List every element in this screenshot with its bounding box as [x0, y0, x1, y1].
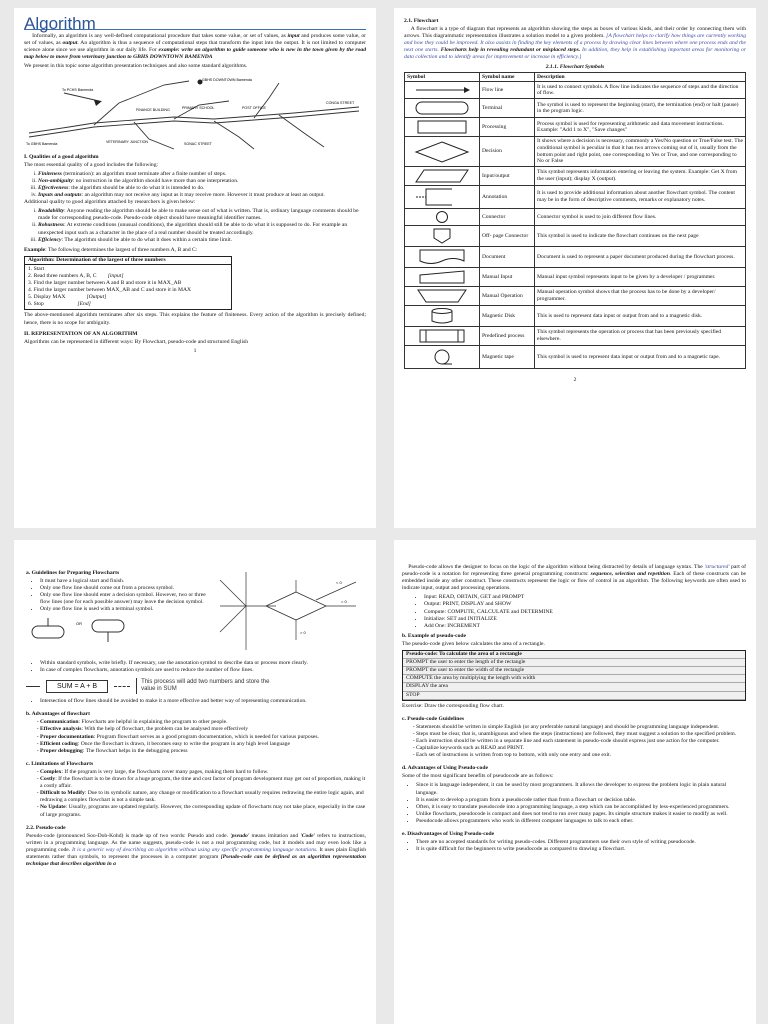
symbol-cell — [405, 287, 480, 306]
symbol-name: Connector — [480, 209, 535, 226]
algorithm-step: 2. Read three numbers A, B, C [input] — [28, 272, 124, 279]
table-row — [405, 209, 746, 226]
list-item: • It is easier to develop a program from a pseudocode rather than from a flowchart or decision table. — [416, 797, 746, 804]
list-item: - Proper documentation: Program flowchart serves as a good program documentation, which is needed for various purposes. — [40, 734, 366, 741]
symbol-name: Magnetic Disk — [480, 306, 535, 327]
limitations-list — [26, 769, 366, 819]
column-header: Symbol — [405, 72, 480, 82]
list-item: • It must have a logical start and finish. — [40, 578, 210, 585]
list-item: • Unlike flowcharts, pseudocode is compact and does not tend to run over many pages. Its simple structure makes it easier to modify as well. — [416, 811, 746, 818]
symbol-description: It shows where a decision is necessary, commonly a Yes/No question or True/False test. The conditional symbol is peculiar in that it has two arrows coming out of it, usually from the bottom point and right point, one corresponding to Yes or True, and one corresponding to No or False — [535, 137, 746, 167]
list-item: • Only one flow line should enter a decision symbol. However, two or three flow lines (one for each possible answer) may leave the decision symbol. — [40, 592, 210, 606]
list-item: iii. Efficiency: The algorithm should be able to do what it does within a certain time limit. — [38, 237, 366, 244]
list-item: - Proper debugging: The flowchart helps in the debugging process — [40, 748, 366, 755]
qualities-list — [24, 171, 366, 199]
symbol-name: Magnetic tape — [480, 346, 535, 369]
pseudo-disadvantages-heading: e. Disadvantages of Using Pseudo-code — [402, 831, 495, 837]
list-item: • Initialize: SET and INITIALIZE — [424, 616, 746, 623]
list-item: ii. Non-ambiguity: no instruction in the algorithm should have more than one interpretation. — [38, 178, 366, 185]
symbol-name: Terminal — [480, 99, 535, 118]
terminal-or-figure — [26, 616, 146, 644]
table-row — [405, 99, 746, 118]
symbol-cell — [405, 167, 480, 186]
sum-process-box: SUM = A + B — [46, 680, 108, 693]
decision-label: = 0 — [341, 599, 348, 604]
pseudo-advantages-list — [402, 782, 746, 825]
symbol-cell — [405, 209, 480, 226]
pseudo-code-line: PROMPT the user to enter the width of the rectangle — [403, 667, 745, 675]
list-item: • Output: PRINT, DISPLAY and SHOW — [424, 601, 746, 608]
symbol-cell — [405, 186, 480, 209]
symbol-description: It is used to connect symbols. A flow line indicates the sequence of steps and the direction of flow. — [535, 82, 746, 99]
list-item: i. Readability: Anyone reading the algorithm should be able to make sense out of what is written. That is, ordinary language comments should be made for corresponding pseudo-code. Pseudo-code object should have meaningful identifier names. — [38, 208, 366, 222]
off-page-connector-icon — [412, 227, 472, 245]
guidelines-list-2 — [26, 660, 366, 674]
table-row — [405, 118, 746, 137]
flowchart-symbols-table — [404, 72, 746, 370]
arrow-icon — [412, 83, 472, 97]
symbol-name: Predefined process — [480, 327, 535, 346]
algorithm-box — [24, 256, 232, 311]
guidelines-text — [26, 570, 210, 660]
flow-line — [26, 686, 40, 687]
sum-annotation: This process will add two numbers and store the value in SUM — [136, 678, 285, 694]
page-1 — [14, 8, 376, 528]
algorithm-step: 1. Start — [28, 265, 45, 272]
manual-input-icon — [412, 269, 472, 285]
map-label: FINANCE BUILDING — [136, 107, 170, 112]
decision-icon — [412, 140, 472, 164]
list-item: • It is quite difficult for the beginners to write pseudocode as compared to drawing a flowchart. — [416, 846, 746, 853]
qualities-intro: The most essential quality of a good includes the following: — [24, 161, 159, 168]
map-label: VETERINARY JUNCTION — [106, 139, 148, 144]
table-row — [405, 346, 746, 369]
table-row — [405, 82, 746, 99]
guidelines-block — [26, 570, 366, 660]
list-item: - No Update: Usually, programs are updated regularly. However, the corresponding update of flowcharts may not take place, especially in the case of large programs. — [40, 804, 366, 818]
column-header: Symbol name — [480, 72, 535, 82]
manual-operation-icon — [412, 288, 472, 304]
list-item: - Difficult to Modify: Due to its symbolic nature, any change or modification to a flowchart usually requires redrawing the entire logic again, and redrawing a complex flowchart is not a simple task. — [40, 790, 366, 804]
symbol-name: Decision — [480, 137, 535, 167]
flowchart-heading: 2.1. Flowchart — [404, 18, 439, 24]
symbol-name: Processing — [480, 118, 535, 137]
representation-heading: II. REPRESENTATION OF AN ALGORITHM — [24, 330, 138, 337]
guidelines-list — [26, 578, 210, 613]
connector-icon — [412, 210, 472, 224]
symbol-name: Flow line — [480, 82, 535, 99]
algorithm-step: 4. Find the larger number between MAX_AB and C and store it in MAX — [28, 287, 192, 294]
exercise: Exercise: Draw the corresponding flow chart. — [402, 702, 504, 709]
list-item: • Input: READ, OBTAIN, GET and PROMPT — [424, 594, 746, 601]
map-label: PRIMARY SCHOOL — [182, 105, 215, 110]
list-item: • Only one flow line should come out from a process symbol. — [40, 585, 210, 592]
table-row — [405, 167, 746, 186]
list-item: • Since it is language independent, it can be used by most programmers. It allows the developer to express the problem logic in plain natural language. — [416, 782, 746, 796]
pseudo-advantages-intro: Some of the most significant benefits of pseudocode are as follows: — [402, 773, 554, 780]
pseudo-code-intro: Pseudo-code (pronounced Soo-Doh-Kohd) is made up of two words: Pseudo and code. 'pseudo' means imitation and 'Code' refers to instructions, written in a programming language. As the name suggests, pseudo-code is not a real programming code, but it models and may even look like a programming code. It is a generic way of describing an algorithm without using any specific programming language notations. It uses plain English statements rather than symbols, to represent the processes in a computer program [Pseudo-code can be defined as an algorithm representation technique that describes algorithm in a — [26, 832, 366, 868]
symbol-description: Document is used to represent a paper document produced during the flowchart process. — [535, 247, 746, 268]
list-item: • Often, it is easy to translate pseudocode into a programming language, a step which can be accomplished by less-experienced programmers. — [416, 804, 746, 811]
sum-example-figure — [26, 678, 366, 694]
advantages-heading: b. Advantages of flowchart — [26, 711, 91, 718]
page-number: 2 — [573, 377, 577, 384]
document-icon — [412, 248, 472, 266]
list-item: i. Finiteness (termination): an algorithm must terminate after a finite number of steps. — [38, 171, 366, 178]
list-item: - Each set of instructions is written from top to bottom, with only one entry and one exit. — [416, 752, 746, 759]
list-item: ii. Robustness: At extreme conditions (unusual conditions), the algorithm should still be able to do what it is supposed to do. For example an unexpected input such as a character in the place of a real number should be treated accordingly. — [38, 222, 366, 236]
symbol-description: It is used to provide additional information about another flowchart symbol. The content may be in the form of descriptive comments, remarks or explanatory notes. — [535, 186, 746, 209]
symbol-cell — [405, 118, 480, 137]
decision-flow-figure — [216, 570, 366, 660]
page-number: 1 — [193, 347, 197, 354]
symbol-description: The symbol is used to represent the beginning (start), the termination (end) or halt (pause) in the program logic. — [535, 99, 746, 118]
pseudo-code-continued: Pseudo-code allows the designer to focus on the logic of the algorithm without being distracted by details of language syntax. The 'structured' part of pseudo-code is a notation for representing three general programming constructs: sequence, selection and repetition. Each of these constructs can be embedded inside any other construct. These constructs represent the logic or flow of control in an algorithm. The following keywords are often used to indicate input, output and processing operations. — [402, 564, 747, 592]
pseudo-guidelines-list — [402, 724, 746, 759]
pseudo-code-line: STOP — [403, 692, 745, 700]
table-row — [405, 306, 746, 327]
list-item: • Only one flow line is used with a terminal symbol. — [40, 606, 210, 613]
list-item: • There are no accepted standards for writing pseudo-codes. Different programmers use their own style of writing pseudocode. — [416, 839, 746, 846]
symbol-cell — [405, 99, 480, 118]
map-label: SONAC STREET — [184, 141, 212, 146]
table-header-row — [405, 72, 746, 82]
extra-qualities-list — [24, 208, 366, 243]
column-header: Description — [535, 72, 746, 82]
symbol-name: Manual Input — [480, 268, 535, 287]
page-title: Algorithm — [24, 20, 366, 30]
decision-label: < 0 — [336, 580, 343, 585]
intro-paragraph: Informally, an algorithm is any well-defined computational procedure that takes some value, or set of values, as input and produces some value, or set of values, as output. An algorithm is thus a sequence of computational steps that transform the input into the output. It is not limited to computer science alone since we use algorithm in our daily life. For example: write an algorithm to guide someone who is new in the town given by the road map below to move from veterinary junction to GBHS DOWNTOWN BAMENDA — [24, 33, 367, 61]
qualities-heading: I. Qualities of a good algorithm — [24, 153, 99, 160]
list-item: - Efficient coding: Once the flowchart is drawn, it becomes easy to write the program in any high level language — [40, 741, 366, 748]
table-row — [405, 268, 746, 287]
algorithm-step: 5. Display MAX [Output] — [28, 294, 107, 301]
list-item: • In case of complex flowcharts, annotation symbols are used to reduce the number of flow lines. — [40, 667, 366, 674]
map-label: GBHS DOWNTOWN Bamenda — [202, 77, 252, 82]
map-label: POST OFFICE — [242, 105, 266, 110]
list-item: iii. Effectiveness: the algorithm should be able to do what it is intended to do. — [38, 185, 366, 192]
annotation-icon — [412, 187, 472, 207]
symbol-description: This symbol is used to represent data input or output from and to a magnetic tape. — [535, 346, 746, 369]
symbol-description: Manual operation symbol shows that the process has to be done by a developer/ programmer. — [535, 287, 746, 306]
advantages-list — [26, 719, 366, 754]
table-row — [405, 247, 746, 268]
symbol-description: This is used to represent data input or output from and to a magnetic disk. — [535, 306, 746, 327]
pseudo-code-line: PROMPT the user to enter the length of the rectangle — [403, 659, 745, 667]
annotation-link — [114, 686, 130, 687]
page-2 — [394, 8, 756, 528]
list-item: - Communication: Flowcharts are helpful in explaining the program to other people. — [40, 719, 366, 726]
map-label: CONGA STREET — [326, 100, 355, 105]
algorithm-step: 3. Find the larger number between A and B and store it in MAX_AB — [28, 280, 182, 287]
keywords-list — [402, 594, 746, 629]
symbol-name: Annotation — [480, 186, 535, 209]
pseudo-guidelines-heading: c. Pseudo-code Guidelines — [402, 715, 464, 722]
magnetic-tape-icon — [412, 347, 472, 367]
symbol-description: This symbol represents information entering or leaving the system. Example: Get X from the user (input); display X (output). — [535, 167, 746, 186]
map-label: To PCHS Bamenda — [62, 87, 94, 92]
symbol-description: This symbol is used to indicate the flowchart continues on the next page — [535, 226, 746, 247]
page-3 — [14, 540, 376, 1024]
pseudo-code-line: DISPLAY the area — [403, 683, 745, 691]
page-4 — [394, 540, 756, 1024]
table-caption: 2.1.1. Flowchart Symbols — [545, 63, 605, 70]
input-output-icon — [412, 168, 472, 184]
list-item: - Capitalize keywords such as READ and PRINT. — [416, 745, 746, 752]
symbol-description: Process symbol is used for representing arithmetic and data movement instructions. Example: "Add 1 to X", "Save changes" — [535, 118, 746, 137]
table-row — [405, 137, 746, 167]
magnetic-disk-icon — [412, 307, 472, 325]
symbol-name: Off- page Connector — [480, 226, 535, 247]
list-item: • Intersection of flow lines should be avoided to make it a more effective and better way of representing communication. — [40, 698, 366, 705]
symbol-cell — [405, 346, 480, 369]
pseudo-code-line: COMPUTE the area by multiplying the length with width — [403, 675, 745, 683]
symbol-description: This symbol represents the operation or process that has been previously specified elsewhere. — [535, 327, 746, 346]
decision-label: > 0 — [300, 630, 307, 635]
symbol-cell — [405, 306, 480, 327]
list-item: - Complex: If the program is very large, the flowcharts cover many pages, making them hard to follow. — [40, 769, 366, 776]
list-item: - Statements should be written in simple English (or any preferable natural language) and should be programming language independent. — [416, 724, 746, 731]
road-map-figure — [24, 73, 366, 151]
list-item: • Pseudocode allows programmers who work in different computer languages to talk to each other. — [416, 818, 746, 825]
limitations-heading: c. Limitations of Flowcharts — [26, 760, 94, 767]
algorithm-step: 6. Stop [End] — [28, 301, 91, 308]
symbol-description: Manual input symbol represents input to be given by a developer / programmer. — [535, 268, 746, 287]
road-map-svg — [24, 73, 364, 151]
list-item: - Steps must be clear, that is, unambiguous and when the steps (instructions) are followed, they must suggest a solution to the specified problem. — [416, 731, 746, 738]
list-item: • Compute: COMPUTE, CALCULATE and DETERMINE — [424, 609, 746, 616]
terminal-icon — [412, 100, 472, 116]
list-item: • Within standard symbols, write briefly. If necessary, use the annotation symbol to describe data or process more clearly. — [40, 660, 366, 667]
predefined-process-icon — [412, 328, 472, 344]
symbol-name: Input/output — [480, 167, 535, 186]
symbol-description: Connector symbol is used to join different flow lines. — [535, 209, 746, 226]
process-icon — [412, 119, 472, 135]
symbol-name: Manual Operation — [480, 287, 535, 306]
example-intro: The pseudo-code given below calculates the area of a rectangle. — [402, 640, 545, 647]
flowchart-intro: A flowchart is a type of diagram that represents an algorithm showing the steps as boxes of various kinds, and their order by connecting them with arrows. This diagrammatic representation illustrates a solution model to a given problem. [A flowchart helps to clarify how things are currently working and how they could be improved. It also assists in finding the key elements of a process by drawing clear lines between where one process ends and the next one starts. Flowcharts help in revealing redundant or misplaced steps. In addition, they help in establishing important areas for monitoring or data collection and to identify areas for improvement or increase in efficiency.] — [404, 26, 747, 61]
example-heading: b. Example of pseudo-code — [402, 632, 467, 639]
table-row — [405, 186, 746, 209]
symbol-cell — [405, 268, 480, 287]
list-item: - Effective analysis: With the help of flowchart, the problem can be analysed more effectively — [40, 726, 366, 733]
intro-present: We present in this topic some algorithm presentation techniques and also some standard algorithms. — [24, 63, 248, 70]
guidelines-list-3 — [26, 698, 366, 705]
pseudo-code-title: Pseudo-code: To calculate the area of a rectangle — [403, 651, 745, 659]
table-row — [405, 226, 746, 247]
example-intro: Example: The following determines the largest of three numbers A, B and C: — [24, 246, 198, 253]
or-label: OR — [76, 620, 82, 626]
symbol-cell — [405, 137, 480, 167]
list-item: iv. Inputs and outputs: an algorithm may not receive any input as it may receive more. However it must produce at least an output. — [38, 192, 366, 199]
list-item: - Each instruction should be written in a separate line and each statement in pseudo-code should express just one action for the computer. — [416, 738, 746, 745]
table-row — [405, 287, 746, 306]
symbol-cell — [405, 327, 480, 346]
pseudo-disadvantages-list — [402, 839, 746, 853]
symbol-cell — [405, 247, 480, 268]
map-label: To GBHS Bamenda — [26, 141, 58, 146]
guidelines-heading: a. Guidelines for Preparing Flowcharts — [26, 570, 120, 576]
after-algorithm: The above-mentioned algorithm terminates after six steps. This explains the feature of finiteness. Every action of the algorithm is precisely defined; hence, there is no scope for ambiguity. — [24, 312, 366, 326]
list-item: • Add One: INCREMENT — [424, 623, 746, 630]
pseudo-code-heading: 2.2. Pseudo-code — [26, 824, 66, 831]
algorithm-box-header: Algorithm: Determination of the largest of three numbers — [25, 257, 231, 265]
additional-qualities-intro: Additional quality to good algorithm attached by researchers is given below: — [24, 199, 196, 206]
table-row — [405, 327, 746, 346]
representation-text: Algorithms can be represented in different ways: By Flowchart, pseudo-code and structured English — [24, 338, 249, 345]
symbol-cell — [405, 226, 480, 247]
list-item: - Costly: If the flowchart is to be drawn for a huge program, the time and cost factor of program development may get out of proportion, making it a costly affair. — [40, 776, 366, 790]
pseudo-code-box — [402, 650, 746, 701]
pseudo-advantages-heading: d. Advantages of Using Pseudo-code — [402, 765, 488, 772]
symbol-name: Document — [480, 247, 535, 268]
symbol-cell — [405, 82, 480, 99]
